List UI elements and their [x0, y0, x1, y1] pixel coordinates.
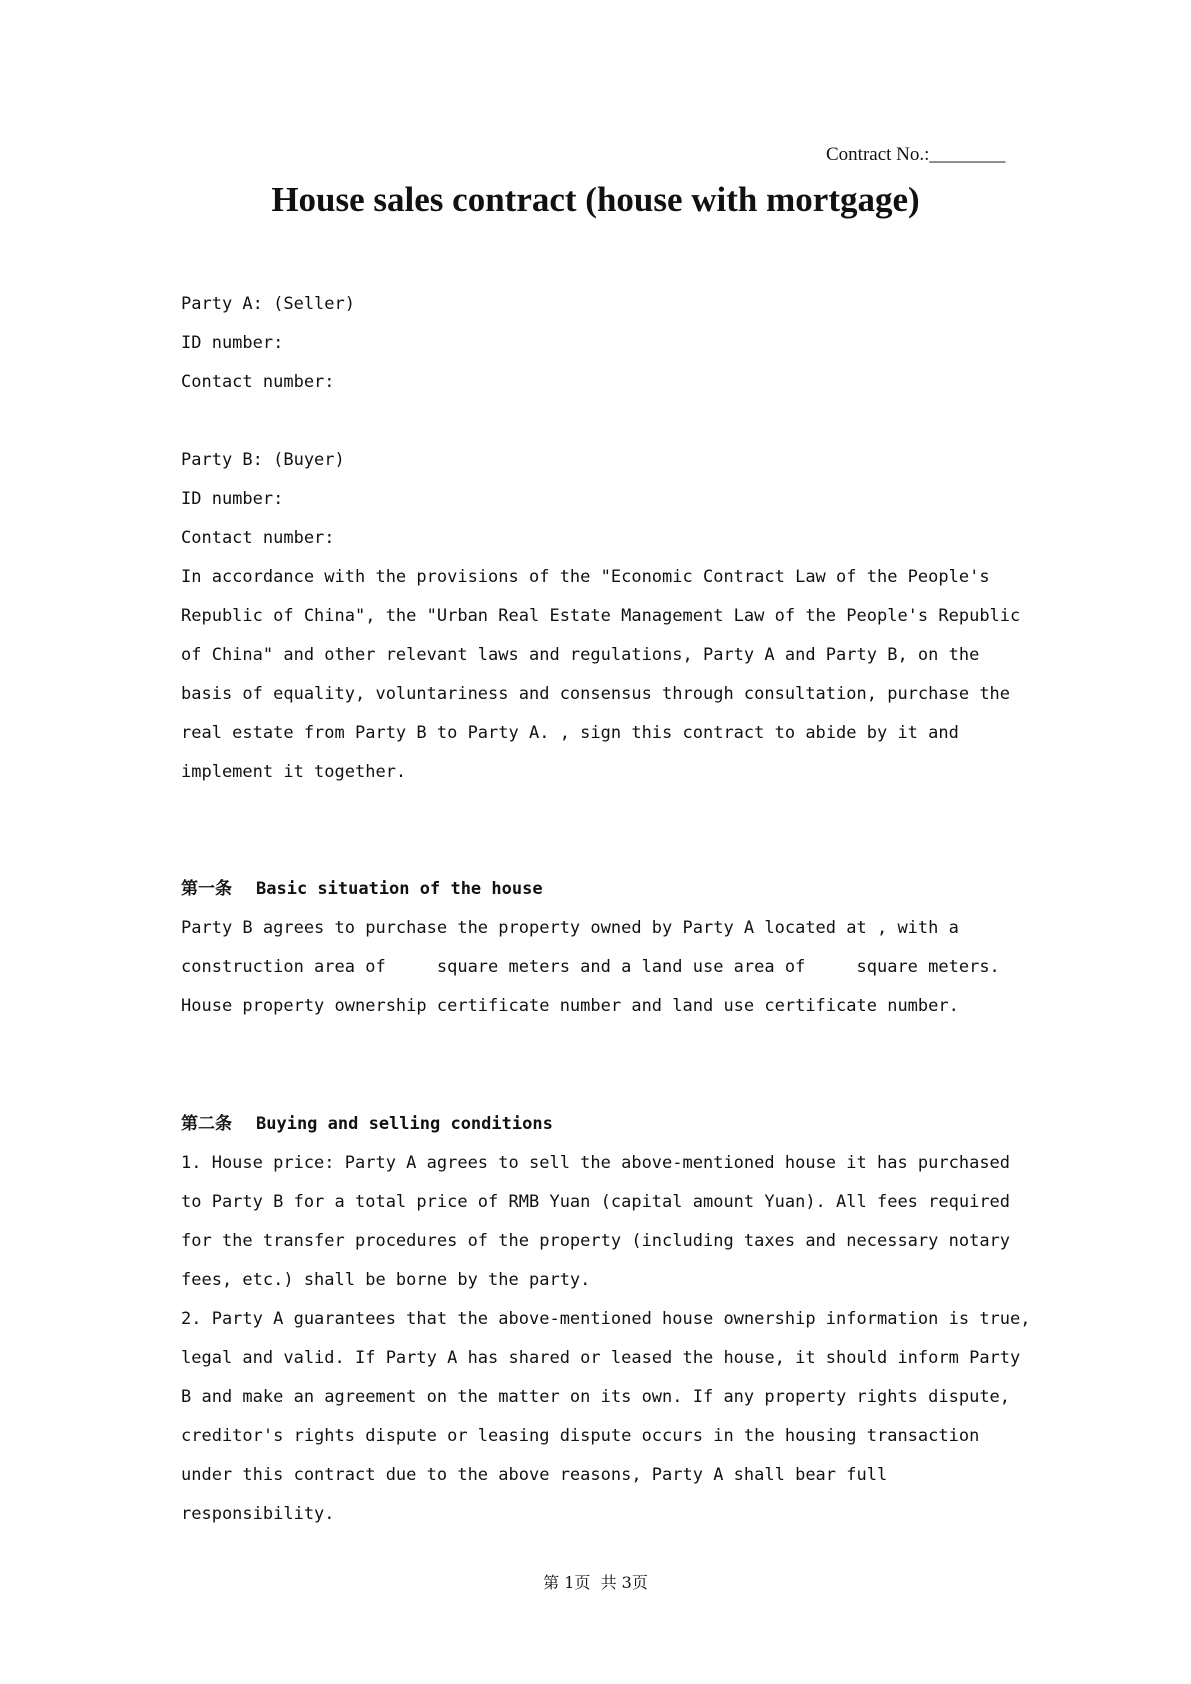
- party-a-contact: Contact number:: [181, 372, 335, 392]
- article-2-line: under this contract due to the above reasons, Party A shall bear full: [181, 1465, 888, 1485]
- party-a-block: [181, 285, 1021, 402]
- preamble-line: of China" and other relevant laws and regulations, Party A and Party B, on the: [181, 645, 980, 665]
- article-2-line: legal and valid. If Party A has shared or leased the house, it should inform Party: [181, 1348, 1021, 1368]
- article-1-title: Basic situation of the house: [256, 879, 543, 899]
- article-1-heading: [181, 870, 1021, 909]
- party-b-contact: Contact number:: [181, 528, 335, 548]
- article-2-number: 第二条: [181, 1114, 232, 1134]
- preamble-line: real estate from Party B to Party A. , sign this contract to abide by it and: [181, 723, 959, 743]
- party-a-id: ID number:: [181, 333, 284, 353]
- article-2: [181, 1105, 1031, 1534]
- article-1: [181, 870, 1021, 1026]
- article-2-line: responsibility.: [181, 1504, 335, 1524]
- article-1-line: Party B agrees to purchase the property owned by Party A located at , with a: [181, 918, 959, 938]
- party-b-label: Party B: (Buyer): [181, 450, 345, 470]
- article-1-number: 第一条: [181, 879, 232, 899]
- article-2-heading: [181, 1105, 1021, 1144]
- article-1-line: construction area of square meters and a land use area of square meters.: [181, 957, 1000, 977]
- party-a-label: Party A: (Seller): [181, 294, 355, 314]
- article-2-line: B and make an agreement on the matter on its own. If any property rights dispute,: [181, 1387, 1011, 1407]
- article-2-line: 1. House price: Party A agrees to sell the above-mentioned house it has purchased: [181, 1153, 1011, 1173]
- preamble-line: In accordance with the provisions of the "Economic Contract Law of the People's: [181, 567, 990, 587]
- page-footer: [0, 1570, 1191, 1593]
- article-2-line: fees, etc.) shall be borne by the party.: [181, 1270, 591, 1290]
- party-b-id: ID number:: [181, 489, 284, 509]
- preamble-line: basis of equality, voluntariness and consensus through consultation, purchase the: [181, 684, 1011, 704]
- document-title: House sales contract (house with mortgage): [271, 180, 920, 219]
- article-2-title: Buying and selling conditions: [256, 1114, 553, 1134]
- article-1-line: House property ownership certificate number and land use certificate number.: [181, 996, 959, 1016]
- article-2-line: creditor's rights dispute or leasing dispute occurs in the housing transaction: [181, 1426, 980, 1446]
- contract-number: Contract No.:________: [826, 144, 1006, 165]
- article-2-line: to Party B for a total price of RMB Yuan (capital amount Yuan). All fees required: [181, 1192, 1011, 1212]
- party-b-block: [181, 441, 1021, 792]
- preamble-line: implement it together.: [181, 762, 407, 782]
- page-number-label: 第 1页 共 3页: [543, 1573, 648, 1592]
- preamble-line: Republic of China", the "Urban Real Estate Management Law of the People's Republic: [181, 606, 1021, 626]
- article-2-line: 2. Party A guarantees that the above-mentioned house ownership information is true,: [181, 1309, 1031, 1329]
- article-2-line: for the transfer procedures of the property (including taxes and necessary notary: [181, 1231, 1011, 1251]
